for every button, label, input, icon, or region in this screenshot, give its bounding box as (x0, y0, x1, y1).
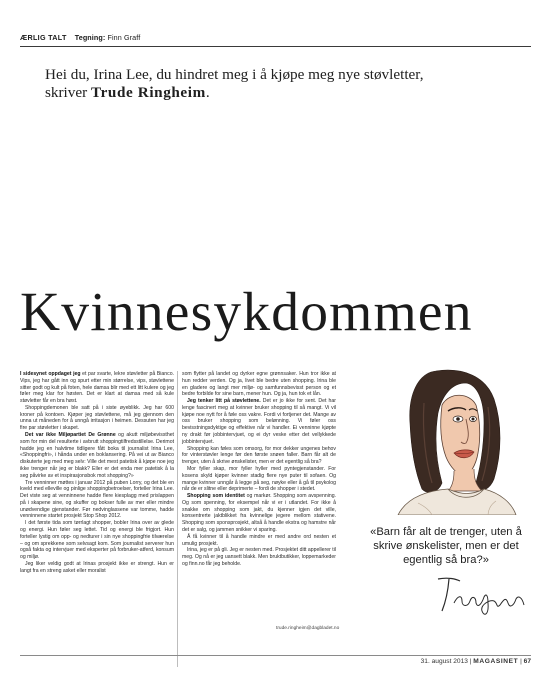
paragraph-text: og markør. Shopping som avspenning. Og som spenning, for eksempel når vi er i utlandet. For ikke å snakke om shopping som jakt, du kjenner igjen det ville, konsentrerte jaktblikket fra kvinnelige jegere mellom stativene. Shopping som sponsprosjekt, altså å handle ekstra og hamstre når det er salg, og jammen snikker vi sparing. (182, 493, 336, 533)
paragraph (182, 534, 336, 548)
bottom-rule (20, 655, 531, 656)
author-email: trude.ringheim@dagbladet.no (276, 626, 340, 631)
paragraph-lead: I sidesynet oppdaget jeg (20, 371, 81, 377)
issue-date: 31. august 2013 (420, 658, 468, 665)
article-column-2 (182, 371, 336, 568)
illustrator-name: Finn Graff (107, 33, 141, 42)
top-rule (20, 46, 531, 47)
footer-separator: | (520, 658, 524, 665)
illustration-label: Tegning: (74, 33, 106, 42)
illustrator-signature (434, 573, 530, 617)
intro-text (45, 66, 515, 102)
paragraph-text: og akutt miljøbevissthet som for min del resulterte i avbrutt shoppingtilfredsstillelse. Derimot hadde jeg en halvtime tidligere fått boka til journalist Irina Lee, «Shoppingfri», i hånda under en boklansering. På vei ut av Bianco diskuterte jeg med meg selv: Ville det mest patetisk å kjøpe noe jeg ikke trenger når jeg er blakk? Eller er det enda mer patetisk å la seg påvirke av et inspirasjonsbok mot shopping?» (20, 432, 174, 479)
paragraph-lead: Shopping som identitet (187, 493, 245, 500)
column-separator (177, 371, 178, 667)
column-name: ÆRLIG TALT (20, 33, 67, 42)
paragraph-text: Det er jo ikke for sent. Det har lenge fascinert meg at kvinner bruker shopping til så mangt. Vi vil kjøpe noe nytt for å føle oss vakre. Fordi vi fortjener det. Mange av oss bruker shopping som belønning. Vi føler oss bevisstningsdyktige og effektive når vi handler. Ei venninne kjøpte ny drakt før jobbintervjuet, og ei dyr veske etter det vellykkede jobbintervjuet. (182, 398, 336, 445)
column-header (20, 33, 140, 42)
intro-prefix: skriver (45, 84, 88, 101)
paragraph-text: Shoppingdemonen ble satt på i siste øyeblikk. Jeg har 600 kroner på kontoen. Kjøper jeg støvlettene, må jeg gjennom den unna ut måneden for å unngå irritasjon i heimen. Dessuten har jeg fire par støvletter i skapet. (20, 404, 174, 432)
caricature-illustration (378, 343, 518, 515)
paragraph-text: Tre venninner møttes i januar 2012 på puben Lorry, og det ble en kveld med elleville og pinlige shoppingbetroelser, forteller Irina Lee. Det viste seg at venninnene hadde flere kiesplagg med prislappen på i skapene sine, og skuffer og bokser fulle av mer eller mindre unødvendige gjenstander. Før nedvinglassene var tomme, hadde venninnene startet prosjekt Stop Shop 2012. (20, 479, 174, 520)
paragraph-text: Mor fyller skap, mor fyller hyller med pyntegjenstander. For kosens skyld kjøper kvinner stadig flere nye puter til sofaen. Og mange kvinner unngår å legge på seg, nøyke eller å gå til psykolog når de er slitne eller deprimerte – fordi de shopper i stedet. (182, 465, 336, 493)
intro-line-1: Hei du, Irina Lee, du hindret meg i å kjøpe meg nye støvletter, (45, 66, 424, 83)
paragraph-lead: Det var ikke Miljøpartiet De Grønne (25, 432, 116, 439)
paragraph-text: et par svarte, lekre støvletter på Bianco. Vips, jeg har gått inn og spurt etter min størrelse, vips, støvlettene sitter godt og kult på foten, hele damsa blir med ett litt kulere og jeg føler meg klar for høsten. Det er klart at damsa med så kule støvletter får en bra høst. (20, 371, 174, 405)
paragraph (182, 371, 336, 398)
magazine-name: MAGASINET (473, 658, 519, 665)
page-number: 67 (523, 658, 531, 665)
paragraph-text: Å få kvinner til å handle mindre er med andre ord nesten et umulig prosjekt. (182, 533, 336, 547)
paragraph (20, 520, 174, 561)
paragraph (20, 371, 174, 405)
paragraph-text: Shopping kan føles som omsorg, for mor dekker ungenes behov for vinterstøvler lenge før den første snøen faller. Barn får alt de trenger, uten å skrive ønskelister, men er det egentlig så bra? (182, 445, 336, 466)
paragraph (182, 466, 336, 493)
intro-suffix: . (205, 84, 210, 101)
article-title: Kvinnesykdommen (20, 282, 473, 343)
paragraph (182, 547, 336, 567)
paragraph (20, 561, 174, 575)
footer-separator: | (469, 658, 474, 665)
article-column-1 (20, 371, 174, 574)
paragraph-lead: Jeg tenker litt på støvlettene. (187, 398, 261, 405)
paragraph (182, 398, 336, 445)
paragraph (20, 405, 174, 432)
paragraph (20, 432, 174, 479)
paragraph (182, 493, 336, 534)
paragraph-text: I det første tida som tørrlagt shopper, bobler Irina over av glede og energi. Hun føler seg lettet. Tid og energi ble frigjort. Hun forteller lystig om opp- og nedturer i sin nye shoppingfrie tilværelse – og om sprekkene som selvsagt kom. Som journalist serverer hun også fakta og intervjuer med eksperter på forbruker-atferd, konsum og miljø. (20, 520, 174, 561)
paragraph-text: som flytter på landet og dyrker egne grønnsaker. Hun tror ikke at hun redder verden. Og ja, livet ble bedre uten shopping. Irina ble en gladere og langt mer miljø- og samfunnsbevisst person og et bedre forbilde for sine barn, mener hun. Og ja, hun tok et lån. (182, 371, 336, 398)
intro-line-2 (45, 84, 515, 102)
paragraph-text: Jeg liker veldig godt at Irinas prosjekt ikke er strengt. Hun er langt fra en streng asket eller moralist (20, 560, 174, 574)
author-name: Trude Ringheim (90, 84, 206, 101)
paragraph (182, 446, 336, 466)
page-footer (421, 658, 531, 665)
paragraph (20, 480, 174, 521)
pull-quote: «Barn får alt de trenger, uten å skrive ønskelister, men er det egentlig så bra?» (370, 526, 522, 566)
paragraph-text: Irina, jeg er på gli. Jeg er nesten med. Prosjektet ditt appellerer til meg. Og nå er jeg uansett blakk. Men bruktbutikker, loppemarkeder og finn.no får jeg beholde. (182, 547, 336, 567)
